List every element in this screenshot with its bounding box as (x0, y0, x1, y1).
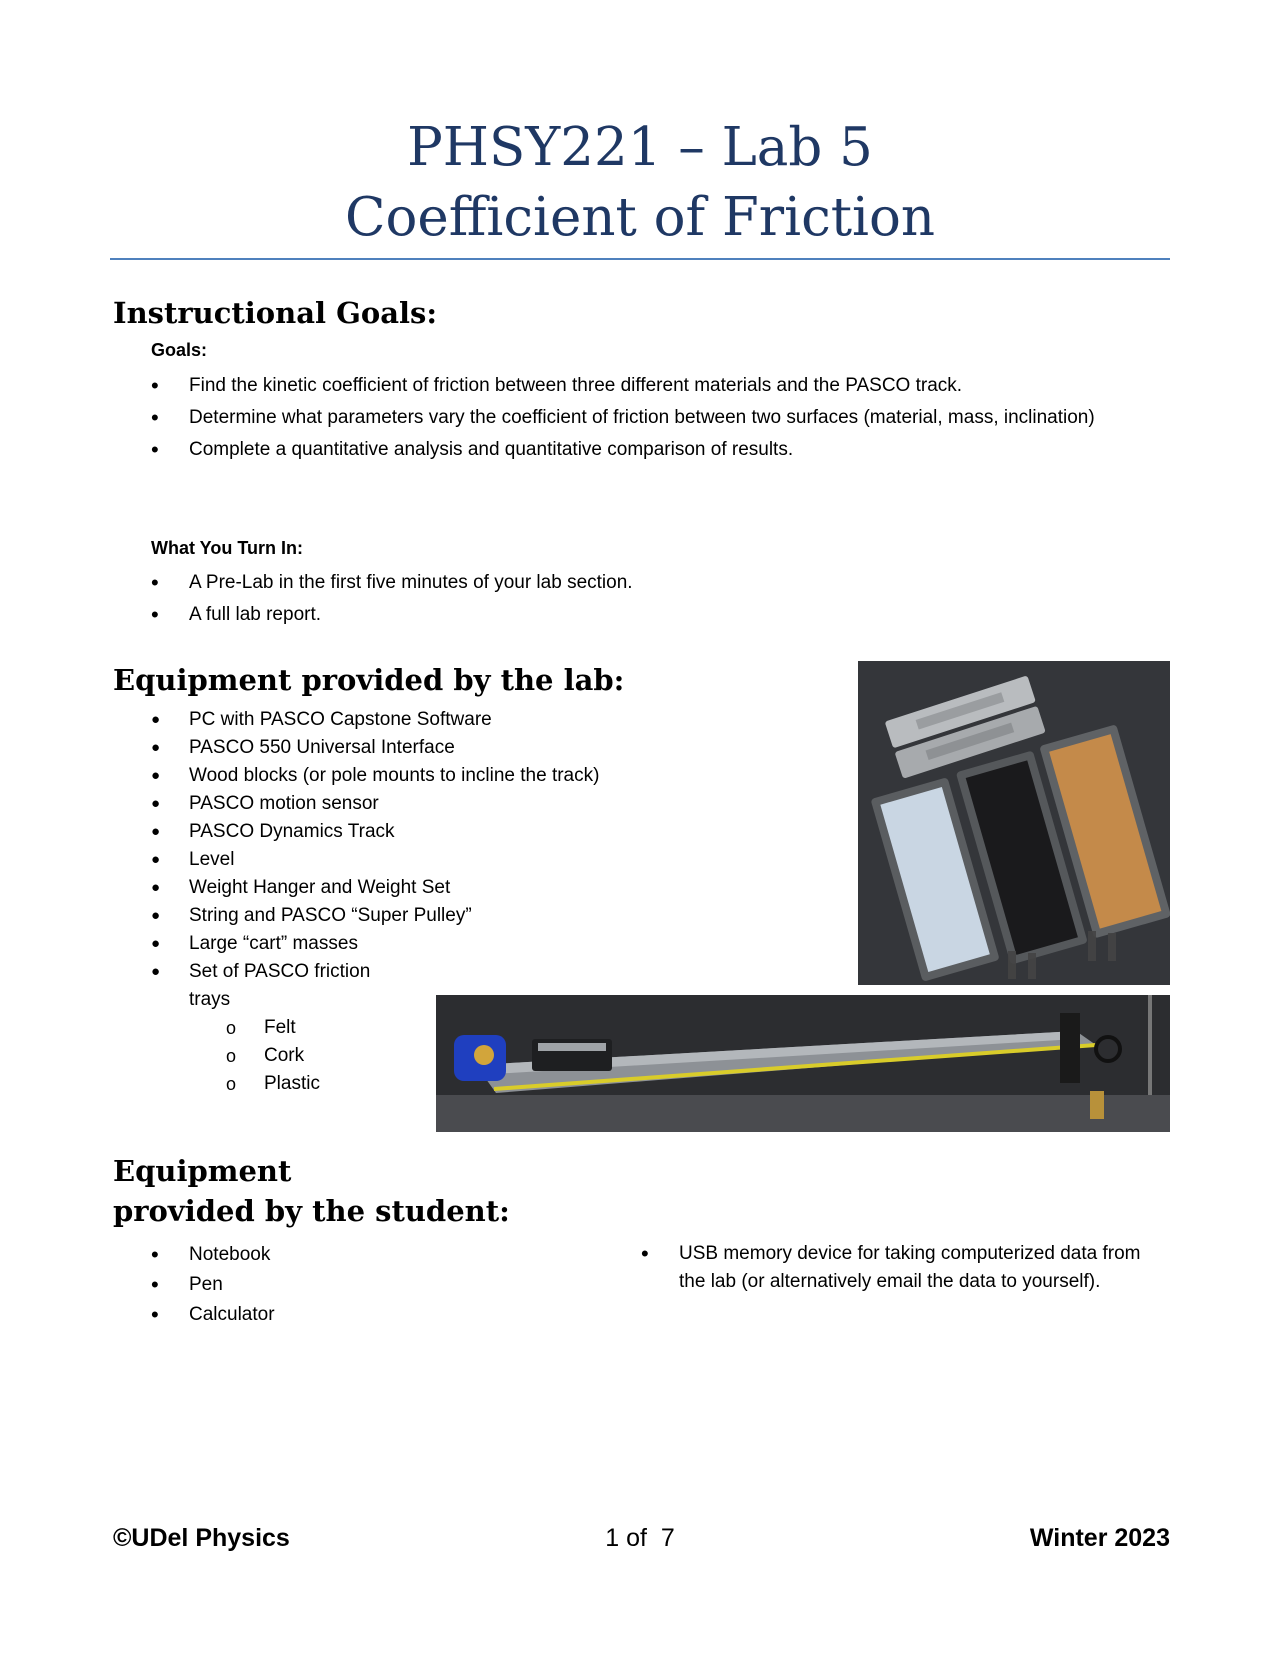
list-item: • Notebook (151, 1240, 501, 1270)
list-item: o Plastic (226, 1070, 426, 1098)
list-item: ● PASCO 550 Universal Interface (151, 734, 531, 762)
list-item: • Calculator (151, 1300, 501, 1330)
list-item: ● String and PASCO “Super Pulley” (151, 902, 531, 930)
list-item: • Find the kinetic coefficient of friction between three different materials and the PASCO track. (151, 370, 1171, 402)
list-item: ● PC with PASCO Capstone Software (151, 706, 531, 734)
list-item: • Complete a quantitative analysis and quantitative comparison of results. (151, 434, 1171, 466)
list-item: ● Level (151, 846, 531, 874)
equipment-student-list-left (151, 1240, 501, 1330)
page-title-line1: PHSY221 – Lab 5 (407, 117, 873, 178)
tray-types-list (226, 1014, 426, 1098)
list-item: ● Weight Hanger and Weight Set (151, 874, 531, 902)
equipment-lab-list (151, 706, 600, 1014)
instructional-goals-heading: Instructional Goals: (113, 296, 438, 330)
equipment-student-heading-line1: Equipment (113, 1154, 292, 1188)
title-divider (110, 258, 1170, 260)
list-item: • A full lab report. (151, 599, 1171, 631)
list-item: • Determine what parameters vary the coefficient of friction between two surfaces (material, mass, inclination) (151, 402, 1171, 434)
friction-trays-photo (858, 661, 1170, 985)
turn-in-label: What You Turn In: (151, 538, 303, 558)
page-title-line2: Coefficient of Friction (344, 187, 936, 248)
list-item: o Felt (226, 1014, 426, 1042)
list-item: ● PASCO Dynamics Track (151, 818, 531, 846)
equipment-student-list-right (641, 1240, 1161, 1296)
list-item: ● Set of PASCO friction trays (151, 958, 389, 1014)
list-item: • A Pre-Lab in the first five minutes of your lab section. (151, 567, 1171, 599)
goals-label: Goals: (151, 340, 208, 360)
dynamics-track-photo (436, 995, 1170, 1132)
list-item: o Cork (226, 1042, 426, 1070)
page-number: 1 of 7 (605, 1524, 675, 1552)
list-item: • USB memory device for taking computerized data from the lab (or alternatively email the data to yourself). (641, 1240, 1161, 1296)
equipment-lab-heading: Equipment provided by the lab: (113, 663, 625, 697)
footer-copyright: ©UDel Physics (113, 1524, 290, 1552)
turn-in-list (151, 567, 1171, 631)
goals-list (151, 370, 1171, 466)
list-item: ● Large “cart” masses (151, 930, 531, 958)
list-item: • Pen (151, 1270, 501, 1300)
equipment-student-heading-line2: provided by the student: (113, 1194, 510, 1228)
list-item: ● Wood blocks (or pole mounts to incline the track) (151, 762, 749, 790)
footer-term: Winter 2023 (1029, 1524, 1170, 1552)
list-item: ● PASCO motion sensor (151, 790, 531, 818)
